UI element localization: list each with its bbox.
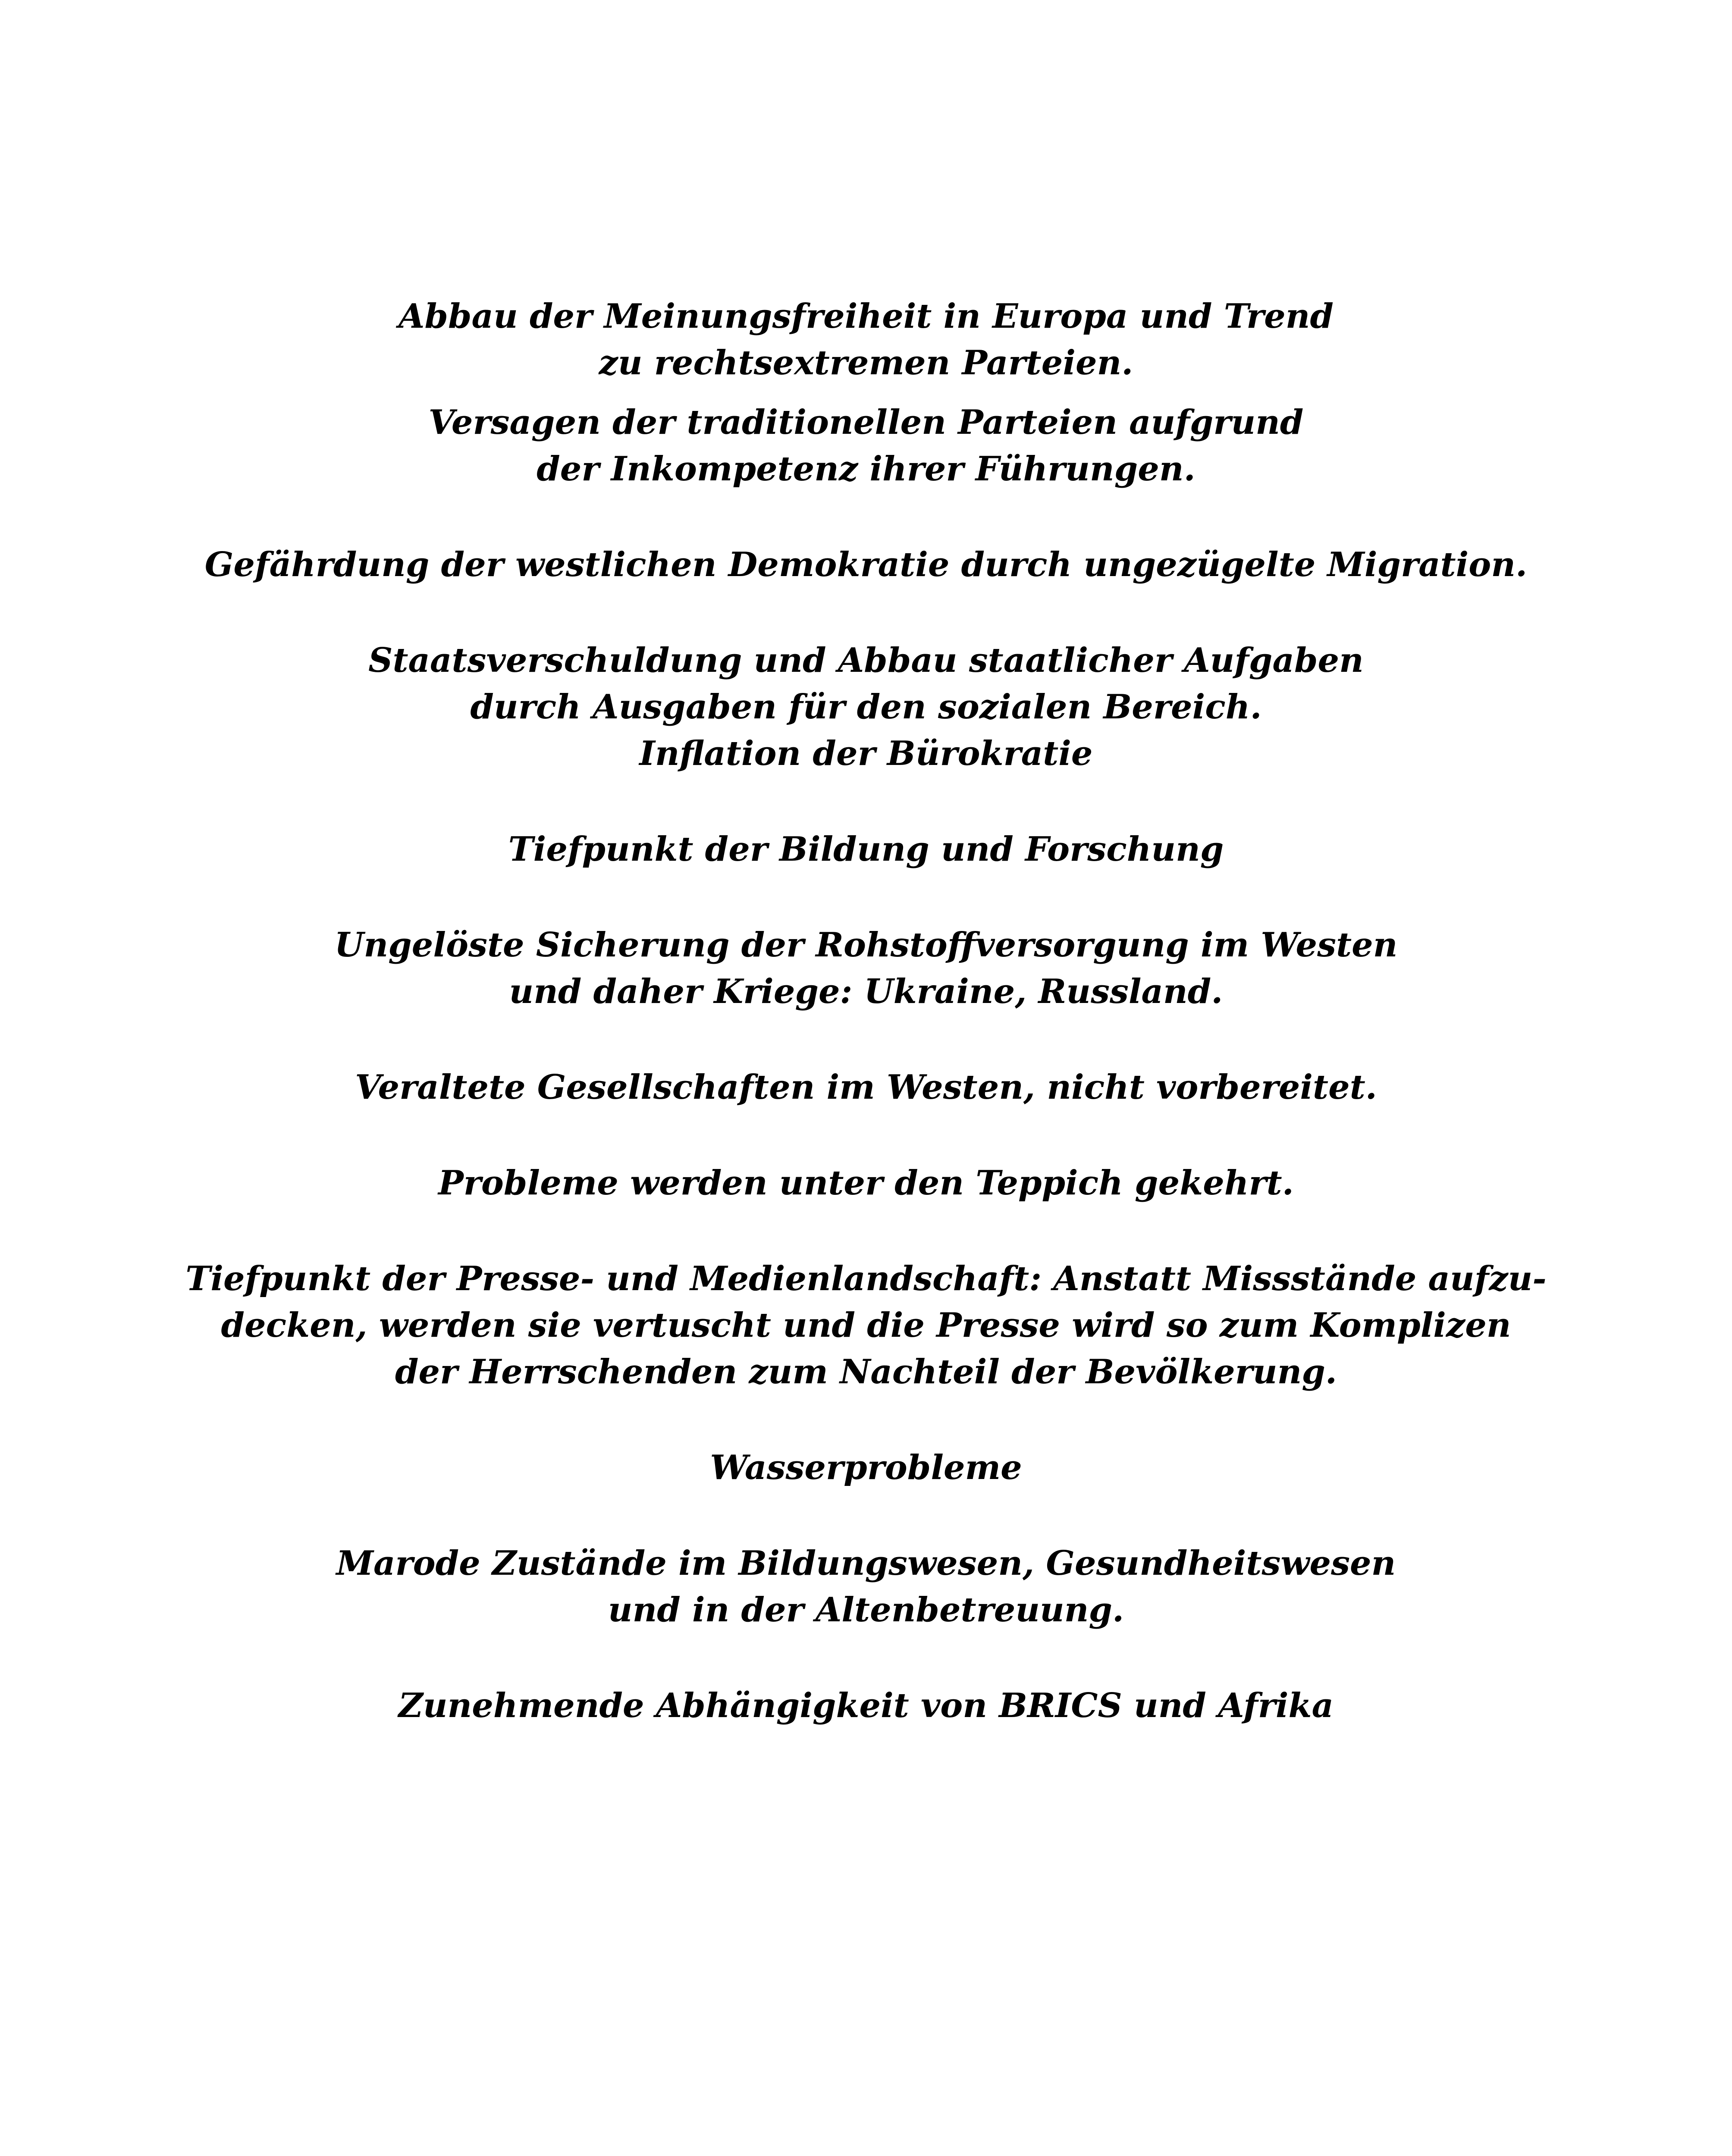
paragraph-marode-zustaende (0, 1540, 1732, 1633)
text-line: Wasserprobleme (710, 1448, 1022, 1487)
text-line: Marode Zustände im Bildungswesen, Gesundheitswesen (336, 1544, 1396, 1583)
text-line: Abbau der Meinungsfreiheit in Europa und Trend (398, 297, 1334, 336)
text-line: und in der Altenbetreuung. (608, 1590, 1124, 1630)
paragraph-staatsverschuldung (0, 637, 1732, 777)
text-line: zu rechtsextremen Parteien. (599, 343, 1133, 382)
text-line: Tiefpunkt der Bildung und Forschung (508, 830, 1224, 869)
text-line: Ungelöste Sicherung der Rohstoffversorgung im Westen (334, 925, 1398, 965)
paragraph-wasserprobleme (0, 1445, 1732, 1491)
text-line: Veraltete Gesellschaften im Westen, nicht vorbereitet. (355, 1068, 1377, 1107)
text-line: Tiefpunkt der Presse- und Medienlandschaft: Anstatt Missstände aufzu- (185, 1259, 1547, 1298)
text-line: Gefährdung der westlichen Demokratie durch ungezügelte Migration. (204, 545, 1528, 584)
paragraph-meinungsfreiheit (0, 293, 1732, 386)
paragraph-presse-medien (0, 1256, 1732, 1395)
text-line: Probleme werden unter den Teppich gekehrt. (438, 1163, 1294, 1203)
paragraph-gesellschaften (0, 1064, 1732, 1111)
text-line: Inflation der Bürokratie (639, 734, 1093, 773)
text-line: und daher Kriege: Ukraine, Russland. (509, 972, 1223, 1011)
document-body (0, 293, 1732, 1729)
text-line: Staatsverschuldung und Abbau staatlicher Aufgaben (368, 641, 1364, 680)
text-line: der Herrschenden zum Nachteil der Bevölkerung. (395, 1352, 1337, 1391)
text-line: der Inkompetenz ihrer Führungen. (537, 449, 1195, 489)
text-line: Zunehmende Abhängigkeit von BRICS und Afrika (398, 1686, 1334, 1725)
paragraph-rohstoffversorgung (0, 922, 1732, 1015)
paragraph-bildung-forschung (0, 826, 1732, 873)
paragraph-brics-afrika (0, 1683, 1732, 1729)
paragraph-teppich (0, 1160, 1732, 1206)
paragraph-versagen-parteien (0, 399, 1732, 492)
paragraph-migration (0, 542, 1732, 588)
text-line: decken, werden sie vertuscht und die Presse wird so zum Komplizen (221, 1306, 1511, 1345)
text-line: Versagen der traditionellen Parteien aufgrund (428, 403, 1304, 442)
text-line: durch Ausgaben für den sozialen Bereich. (470, 687, 1262, 727)
